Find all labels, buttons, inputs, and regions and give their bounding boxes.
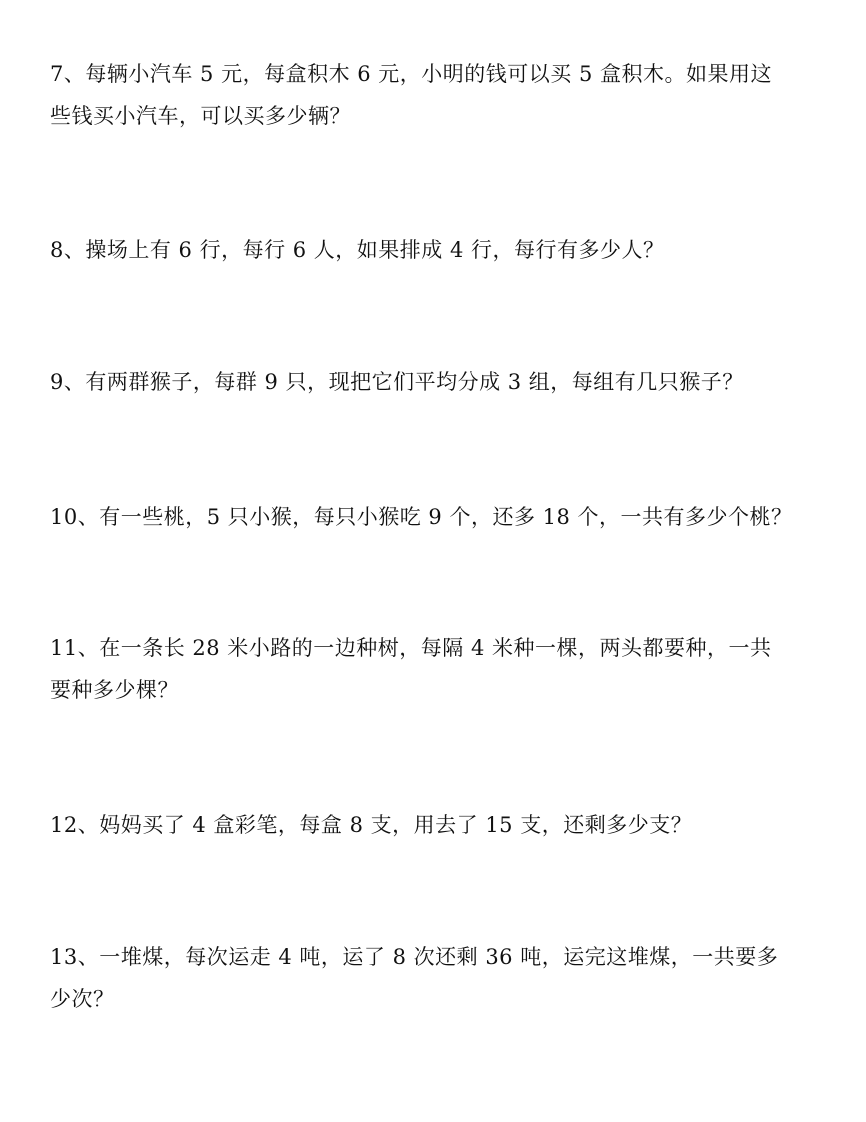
problem-12 xyxy=(50,804,820,846)
problem-13 xyxy=(50,936,820,1020)
problem-8-line-1: 8、操场上有 6 行，每行 6 人，如果排成 4 行，每行有多少人？ xyxy=(50,238,665,262)
problem-11 xyxy=(50,627,820,711)
problem-10-line-1: 10、有一些桃，5 只小猴，每只小猴吃 9 个，还多 18 个，一共有多少个桃？ xyxy=(50,505,793,529)
problem-11-line-1: 11、在一条长 28 米小路的一边种树，每隔 4 米种一棵，两头都要种，一共 xyxy=(50,636,772,660)
problem-7 xyxy=(50,53,820,137)
problem-10 xyxy=(50,496,820,538)
problem-7-line-1: 7、每辆小汽车 5 元，每盒积木 6 元，小明的钱可以买 5 盒积木。如果用这 xyxy=(50,62,772,86)
problem-11-line-2: 要种多少棵？ xyxy=(50,678,179,702)
problem-9 xyxy=(50,361,820,403)
problem-7-line-2: 些钱买小汽车，可以买多少辆？ xyxy=(50,104,351,128)
problem-8 xyxy=(50,229,820,271)
problem-12-line-1: 12、妈妈买了 4 盒彩笔，每盒 8 支，用去了 15 支，还剩多少支？ xyxy=(50,813,693,837)
problem-13-line-2: 少次？ xyxy=(50,987,115,1011)
problem-13-line-1: 13、一堆煤，每次运走 4 吨，运了 8 次还剩 36 吨，运完这堆煤，一共要多 xyxy=(50,945,779,969)
problem-9-line-1: 9、有两群猴子，每群 9 只，现把它们平均分成 3 组，每组有几只猴子？ xyxy=(50,370,744,394)
